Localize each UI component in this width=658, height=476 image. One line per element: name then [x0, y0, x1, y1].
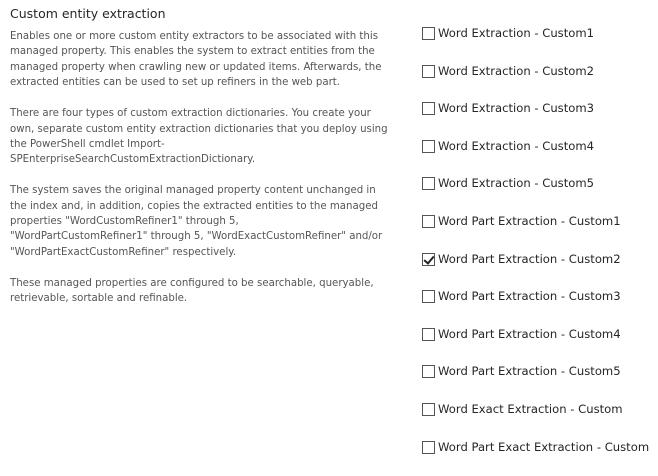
- option-word-part-extraction-custom1[interactable]: [422, 213, 658, 251]
- option-word-extraction-custom3[interactable]: [422, 100, 658, 138]
- option-label: Word Part Extraction - Custom2: [438, 251, 621, 266]
- word-part-extraction-custom2-checkbox[interactable]: [422, 253, 435, 266]
- word-exact-extraction-custom-checkbox[interactable]: [422, 403, 435, 416]
- option-label: Word Extraction - Custom1: [438, 26, 595, 40]
- word-extraction-custom1-checkbox[interactable]: [422, 27, 435, 40]
- word-part-extraction-custom3-checkbox[interactable]: [422, 290, 435, 303]
- option-label: Word Part Extraction - Custom3: [438, 289, 621, 304]
- word-part-exact-extraction-custom-checkbox[interactable]: [422, 441, 435, 454]
- description-paragraph-overview: Enables one or more custom entity extractors to be associated with this managed property. This enables the system to extract entities from the managed property when crawling new or updated items. Afterwards, the extracted entities can be used to set up refiners in the web part.: [10, 31, 382, 89]
- description-paragraph-properties: These managed properties are configured to be searchable, queryable, retrievable, sortable and refinable.: [10, 277, 374, 305]
- description: [10, 29, 395, 322]
- option-word-extraction-custom4[interactable]: [422, 138, 658, 176]
- option-label: Word Exact Extraction - Custom: [438, 401, 623, 416]
- word-part-extraction-custom5-checkbox[interactable]: [422, 365, 435, 378]
- option-label: Word Extraction - Custom4: [438, 138, 595, 153]
- word-part-extraction-custom4-checkbox[interactable]: [422, 328, 435, 341]
- option-word-extraction-custom2[interactable]: [422, 63, 658, 101]
- word-extraction-custom2-checkbox[interactable]: [422, 65, 435, 78]
- option-word-extraction-custom5[interactable]: [422, 175, 658, 213]
- option-word-part-extraction-custom3[interactable]: [422, 288, 658, 326]
- option-word-part-extraction-custom5[interactable]: [422, 363, 658, 401]
- description-paragraph-storage: The system saves the original managed property content unchanged in the index and, in addition, copies the extracted entities to the managed properties "WordCustomRefiner1" through 5, "WordPartCustomRefiner1" through 5, "WordExactCustomRefiner" and/or "WordPartExactCustomRefiner" respectively.: [10, 185, 383, 258]
- extractor-options: [422, 25, 658, 476]
- section-title: Custom entity extraction: [10, 6, 166, 21]
- option-label: Word Extraction - Custom3: [438, 101, 595, 116]
- word-extraction-custom3-checkbox[interactable]: [422, 102, 435, 115]
- option-word-part-extraction-custom4[interactable]: [422, 326, 658, 364]
- option-label: Word Extraction - Custom5: [438, 176, 595, 191]
- option-word-exact-extraction-custom[interactable]: [422, 401, 658, 439]
- option-label: Word Part Extraction - Custom5: [438, 364, 621, 379]
- description-paragraph-dictionaries: There are four types of custom extraction dictionaries. You create your own, separate custom entity extraction dictionaries that you deploy using the PowerShell cmdlet Import- SPEnterpriseSearchCustomExtractionDictionary.: [10, 108, 388, 166]
- option-word-extraction-custom1[interactable]: [422, 25, 658, 63]
- word-extraction-custom4-checkbox[interactable]: [422, 140, 435, 153]
- word-extraction-custom5-checkbox[interactable]: [422, 177, 435, 190]
- option-word-part-exact-extraction-custom[interactable]: [422, 439, 658, 476]
- word-part-extraction-custom1-checkbox[interactable]: [422, 215, 435, 228]
- option-label: Word Part Extraction - Custom4: [438, 326, 621, 341]
- option-label: Word Extraction - Custom2: [438, 63, 595, 78]
- option-label: Word Part Extraction - Custom1: [438, 213, 621, 228]
- option-word-part-extraction-custom2[interactable]: [422, 251, 658, 289]
- option-label: Word Part Exact Extraction - Custom: [438, 439, 650, 454]
